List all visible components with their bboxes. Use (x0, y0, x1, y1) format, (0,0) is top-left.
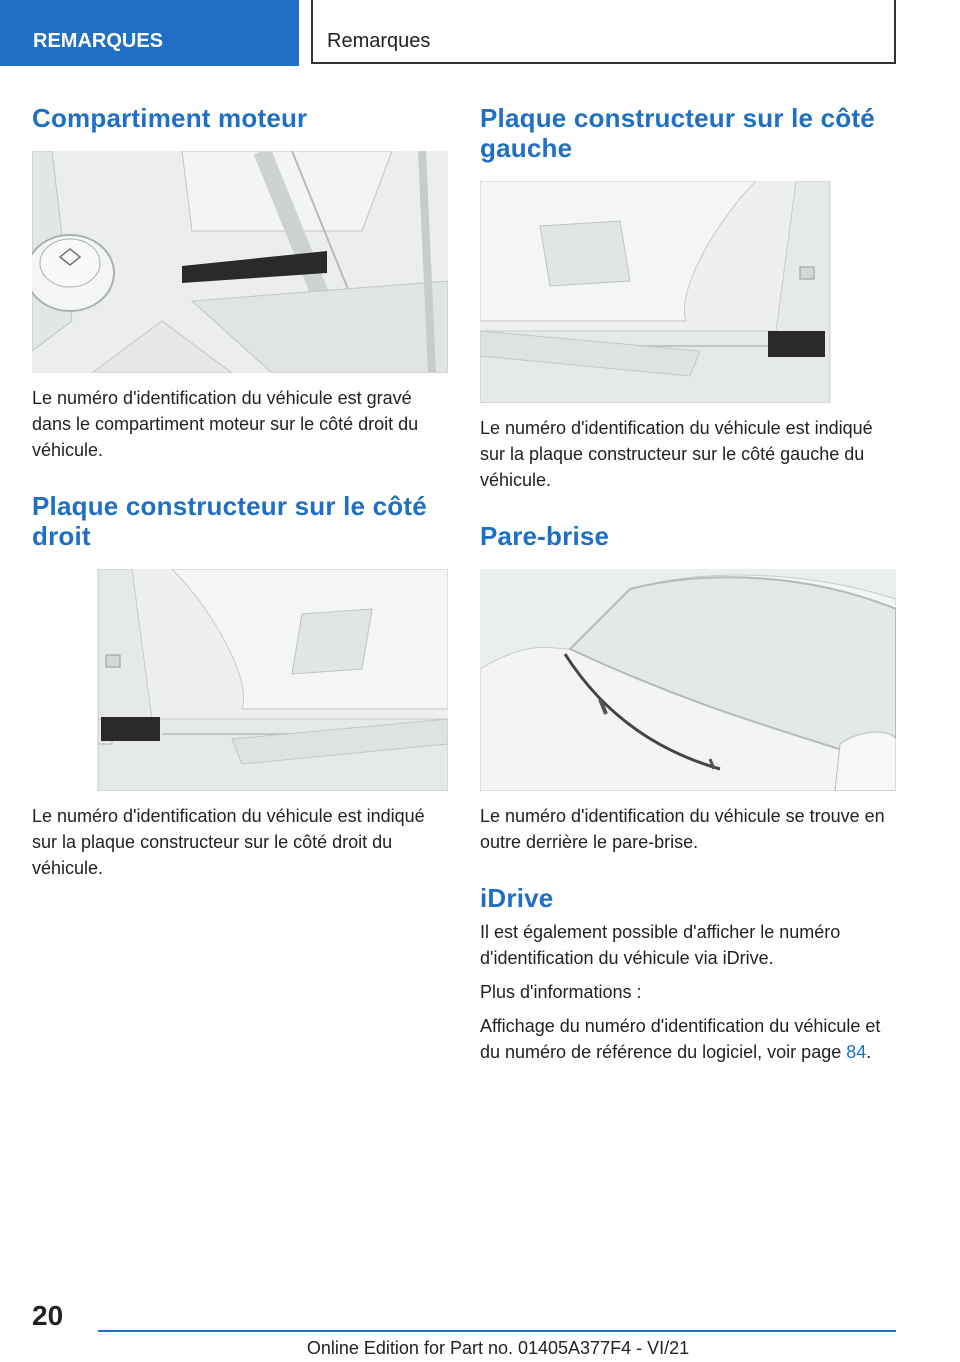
idrive-text: Il est également possible d'afficher le numéro d'identification du véhicule via iDrive. (480, 922, 841, 968)
page-reference-link[interactable]: 84 (846, 1042, 867, 1062)
plate-left-illustration (480, 181, 896, 403)
heading-idrive: iDrive (480, 883, 554, 913)
engine-compartment-text: Le numéro d'identification du véhicule est gravé dans le compartiment moteur sur le côté droit du véhicule. (32, 388, 419, 460)
heading-windshield: Pare-brise (480, 521, 610, 551)
idrive-more-info: Plus d'informations : (480, 982, 642, 1002)
idrive-reference-text: Affichage du numéro d'identification du véhicule et du numéro de référence du logiciel, voir page (480, 1016, 881, 1062)
footer-rule (98, 1330, 896, 1332)
footer-edition: Online Edition for Part no. 01405A377F4 - VI/21 (306, 1338, 690, 1358)
section-tab: REMARQUES (0, 0, 299, 66)
left-column (32, 103, 448, 889)
engine-compartment-illustration (32, 151, 448, 373)
heading-engine-compartment: Compartiment moteur (32, 103, 308, 133)
idrive-reference (480, 1013, 896, 1065)
page-number: 20 (32, 1300, 64, 1331)
idrive-reference-end: . (866, 1042, 872, 1062)
plate-right-text: Le numéro d'identification du véhicule est indiqué sur la plaque constructeur sur le côté droit du véhicule. (32, 806, 425, 878)
right-column (480, 103, 896, 1073)
heading-plate-right: Plaque constructeur sur le côté droit (32, 491, 427, 551)
windshield-text: Le numéro d'identification du véhicule se trouve en outre derrière le pare-brise. (480, 806, 885, 852)
plate-left-text: Le numéro d'identification du véhicule est indiqué sur la plaque constructeur sur le côté gauche du véhicule. (480, 418, 873, 490)
section-title: Remarques (311, 0, 896, 64)
heading-plate-left: Plaque constructeur sur le côté gauche (480, 103, 875, 163)
windshield-illustration (480, 569, 896, 791)
plate-right-illustration (32, 569, 448, 791)
